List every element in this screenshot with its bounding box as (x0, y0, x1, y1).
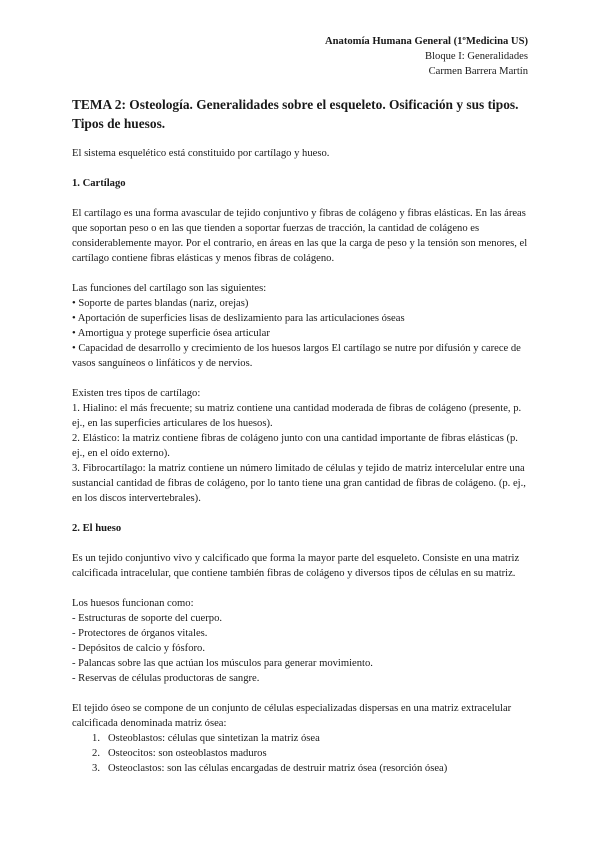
hueso-function-item: - Reservas de células productoras de sangre. (72, 673, 260, 684)
document-title: TEMA 2: Osteología. Generalidades sobre el esqueleto. Osificación y sus tipos. Tipos de huesos. (72, 97, 519, 131)
section-heading-cartilago: 1. Cartílago (72, 178, 126, 189)
intro-paragraph: El sistema esquelético está constituido por cartílago y hueso. (72, 148, 330, 159)
hueso-functions-intro: Los huesos funcionan como: (72, 598, 194, 609)
list-item (72, 761, 532, 776)
hueso-cells-intro: El tejido óseo se compone de un conjunto de células especializadas dispersas en una matriz extracelular calcificada denominada matriz ósea: (72, 703, 512, 729)
list-item-number: 3. (92, 763, 100, 774)
cartilago-type-item: 2. Elástico: la matriz contiene fibras de colágeno junto con una cantidad importante de fibras elásticas (p. ej., en el oído externo). (72, 433, 518, 459)
hueso-function-item: - Protectores de órganos vitales. (72, 628, 208, 639)
list-item-text: Osteoblastos: células que sintetizan la matriz ósea (108, 733, 320, 744)
document-body (72, 146, 532, 776)
header-author: Carmen Barrera Martín (428, 66, 528, 77)
cartilago-types-intro: Existen tres tipos de cartílago: (72, 388, 201, 399)
cartilago-function-item: • Soporte de partes blandas (nariz, orejas) (72, 298, 249, 309)
cartilago-function-item: • Amortigua y protege superficie ósea articular (72, 328, 270, 339)
list-item-text: Osteocitos: son osteoblastos maduros (108, 748, 267, 759)
list-item-number: 1. (92, 733, 100, 744)
list-item-text: Osteoclastos: son las células encargadas de destruir matriz ósea (resorción ósea) (108, 763, 448, 774)
hueso-function-item: - Estructuras de soporte del cuerpo. (72, 613, 223, 624)
cartilago-function-item: • Aportación de superficies lisas de deslizamiento para las articulaciones óseas (72, 313, 405, 324)
hueso-function-item: - Palancas sobre las que actúan los músculos para generar movimiento. (72, 658, 373, 669)
page-header (325, 34, 528, 79)
cartilago-type-item: 1. Hialino: el más frecuente; su matriz contiene una cantidad moderada de fibras de colágeno (presente, p. ej., en las superficies articulares de los huesos). (72, 403, 522, 429)
list-item (72, 731, 532, 746)
header-course: Anatomía Humana General (1ºMedicina US) (324, 36, 528, 47)
cartilago-function-item: • Capacidad de desarrollo y crecimiento de los huesos largos El cartílago se nutre por difusión y carece de vasos sanguíneos o linfáticos y de nervios. (72, 343, 521, 369)
cartilago-functions-intro: Las funciones del cartílago son las siguientes: (72, 283, 267, 294)
header-block: Bloque I: Generalidades (425, 51, 528, 62)
cartilago-type-item: 3. Fibrocartílago: la matriz contiene un número limitado de células y tejido de matriz intercelular entre una sustancial cantidad de fibras de colágeno, por lo tanto tiene una gran cantidad de fibras de colágeno. (p. ej., en los discos intervertebrales). (72, 463, 526, 504)
list-item-number: 2. (92, 748, 100, 759)
section-heading-hueso: 2. El hueso (72, 523, 122, 534)
bone-cells-list (72, 731, 532, 776)
cartilago-paragraph: El cartílago es una forma avascular de tejido conjuntivo y fibras de colágeno y fibras elásticas. En las áreas que soportan peso o en las que tienden a soportar fuerzas de tracción, la cantidad de colágeno es considerablemente mayor. Por el contrario, en áreas en las que la carga de peso y la tensión son menores, el cartílago contiene fibras elásticas y menos fibras de colágeno. (72, 208, 528, 264)
hueso-function-item: - Depósitos de calcio y fósforo. (72, 643, 205, 654)
list-item (72, 746, 532, 761)
hueso-paragraph: Es un tejido conjuntivo vivo y calcificado que forma la mayor parte del esqueleto. Consiste en una matriz calcificada intracelular, que contiene también fibras de colágeno y diversos tipos de células en su matriz. (72, 553, 520, 579)
